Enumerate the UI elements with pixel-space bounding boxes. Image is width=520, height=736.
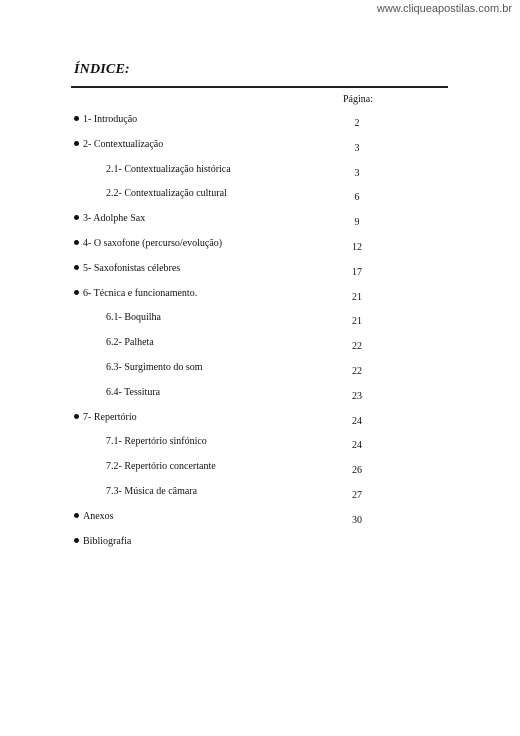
- toc-entry: [0, 362, 520, 378]
- title-divider: [71, 86, 448, 88]
- bullet-icon: [74, 538, 79, 543]
- toc-entry-page-number: 22: [352, 366, 362, 377]
- toc-entry-page-number: 21: [352, 316, 362, 328]
- toc-entry: [0, 312, 520, 328]
- toc-entry-label: Bibliografia: [83, 535, 132, 547]
- toc-entry-label: Anexos: [83, 510, 114, 522]
- toc-entry-label: 1- Introdução: [83, 114, 138, 125]
- toc-entry: [0, 263, 520, 279]
- toc-entry-text: [74, 536, 131, 547]
- toc-entry-text: [74, 114, 137, 125]
- toc-entry-page-number: 30: [352, 514, 362, 526]
- bullet-icon: [74, 265, 79, 270]
- toc-entry-text: [74, 213, 145, 224]
- toc-entry-text: [106, 461, 216, 472]
- toc-entry: [0, 164, 520, 180]
- toc-entry-text: [74, 511, 114, 522]
- toc-entry-text: [106, 486, 197, 497]
- toc-entry-label: 7.1- Repertório sinfónico: [106, 436, 207, 448]
- toc-entry: [0, 436, 520, 452]
- site-watermark: www.cliqueapostilas.com.br: [376, 3, 512, 15]
- toc-entry-label: 6.3- Surgimento do som: [106, 362, 203, 373]
- toc-entry-text: [106, 337, 154, 348]
- toc-entry-label: 3- Adolphe Sax: [83, 213, 146, 225]
- toc-entry-label: 7.2- Repertório concertante: [106, 461, 216, 473]
- toc-entry-text: [74, 139, 163, 150]
- toc-entry-page-number: 27: [352, 490, 362, 501]
- toc-entry: [0, 114, 520, 130]
- toc-entry-label: 2.2- Contextualização cultural: [106, 188, 227, 200]
- toc-entry-page-number: 24: [352, 440, 362, 452]
- toc-entry-page-number: 2: [354, 118, 360, 129]
- toc-entry-label: 6- Técnica e funcionamento.: [83, 287, 198, 299]
- toc-entry-page-number: 24: [352, 415, 362, 427]
- toc-entry-page-number: 6: [354, 192, 360, 204]
- toc-entry-label: 6.4- Tessitura: [106, 386, 161, 398]
- toc-entry-label: 5- Saxofonistas célebres: [83, 262, 181, 274]
- bullet-icon: [74, 414, 79, 419]
- toc-entry-text: [106, 436, 207, 447]
- toc-entry-text: [106, 188, 227, 199]
- toc-entry: [0, 387, 520, 403]
- bullet-icon: [74, 513, 79, 518]
- toc-entry: [0, 461, 520, 477]
- toc-entry-text: [74, 238, 222, 249]
- toc-entry-page-number: 3: [354, 142, 360, 154]
- toc-entry: [0, 188, 520, 204]
- toc-entry-label: 6.2- Palheta: [106, 337, 154, 349]
- toc-entry: [0, 486, 520, 502]
- toc-entry-label: 4- O saxofone (percurso/evolução): [83, 238, 223, 249]
- toc-entry-text: [106, 312, 161, 323]
- toc-entry-text: [74, 288, 197, 299]
- toc-entry-page-number: 22: [352, 341, 362, 353]
- toc-entry: [0, 412, 520, 428]
- toc-entry-label: 2.1- Contextualização histórica: [106, 163, 231, 175]
- bullet-icon: [74, 240, 79, 245]
- toc-entry: [0, 511, 520, 527]
- toc-entry-text: [106, 387, 160, 398]
- toc-entry-page-number: 21: [352, 291, 362, 303]
- toc-entry-page-number: 12: [352, 242, 362, 253]
- toc-entry-text: [106, 164, 231, 175]
- toc-entry-page-number: 23: [352, 390, 362, 402]
- toc-entry-label: 7- Repertório: [83, 411, 137, 423]
- bullet-icon: [74, 116, 79, 121]
- toc-entry: [0, 288, 520, 304]
- toc-entry-label: 2- Contextualização: [83, 138, 164, 150]
- bullet-icon: [74, 215, 79, 220]
- page-column-header: Página:: [343, 94, 373, 105]
- page-title: ÍNDICE:: [74, 62, 130, 77]
- toc-entry-page-number: 3: [354, 167, 360, 179]
- toc-entry: [0, 536, 520, 552]
- toc-entry-label: 7.3- Música de câmara: [106, 486, 198, 497]
- toc-entry: [0, 337, 520, 353]
- toc-entry: [0, 238, 520, 254]
- toc-entry: [0, 213, 520, 229]
- toc-entry-page-number: 26: [352, 465, 362, 477]
- toc-entry-text: [106, 362, 202, 373]
- bullet-icon: [74, 141, 79, 146]
- toc-entry-page-number: 9: [354, 217, 360, 229]
- toc-entry-text: [74, 412, 137, 423]
- bullet-icon: [74, 290, 79, 295]
- toc-entry-text: [74, 263, 180, 274]
- toc-entry: [0, 139, 520, 155]
- toc-entry-label: 6.1- Boquilha: [106, 312, 161, 324]
- toc-entry-page-number: 17: [352, 266, 362, 278]
